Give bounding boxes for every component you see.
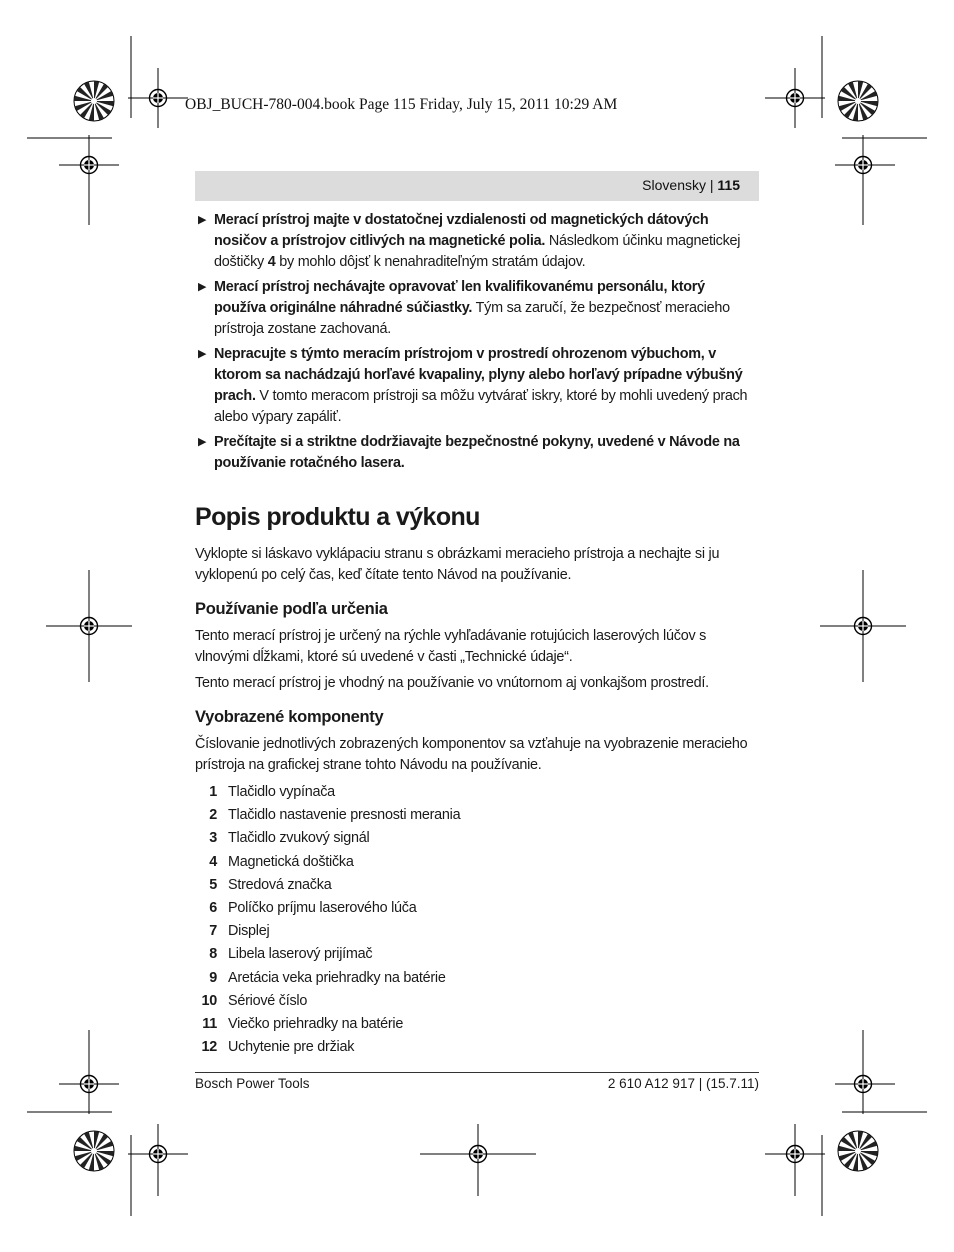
- bullet-bold: Nepracujte s týmto meracím prístrojom v prostredí ohrozenom výbuchom, v ktorom sa nachádzajú horľavé kvapaliny, plyny alebo horľavý prípadne výbušný prach.: [214, 346, 743, 404]
- item-number: 3: [209, 830, 217, 847]
- list-item: [195, 920, 759, 943]
- intro-paragraph: Vyklopte si láskavo vyklápaciu stranu s obrázkami meracieho prístroja a nechajte si ju vyklopenú po celý čas, keď čítate tento Návod na používanie.: [195, 546, 720, 583]
- list-item: [195, 967, 759, 990]
- usage-heading: Používanie podľa určenia: [195, 600, 388, 618]
- safety-bullet: [195, 277, 759, 340]
- item-label: Tlačidlo nastavenie presnosti merania: [228, 807, 461, 824]
- list-item: [195, 804, 759, 827]
- section-title: Popis produktu a výkonu: [195, 503, 480, 531]
- footer-publisher: Bosch Power Tools: [195, 1076, 310, 1091]
- item-label: Políčko príjmu laserového lúča: [228, 899, 417, 916]
- triangle-right-icon: ▶: [198, 214, 207, 226]
- header-separator: |: [709, 177, 714, 193]
- header-language: Slovensky: [642, 177, 706, 193]
- triangle-right-icon: ▶: [198, 436, 207, 448]
- item-label: Displej: [228, 923, 270, 940]
- bullet-text: Tým sa zaručí, že bezpečnosť meracieho prístroja zostane zachovaná.: [214, 300, 730, 337]
- item-label: Stredová značka: [228, 876, 332, 893]
- footer-divider: [195, 1072, 759, 1073]
- item-number: 6: [209, 899, 217, 916]
- item-label: Tlačidlo vypínača: [228, 784, 335, 800]
- list-item: [195, 943, 759, 966]
- footer-doc-number: 2 610 A12 917 | (15.7.11): [607, 1076, 759, 1091]
- usage-paragraph-2: Tento merací prístroj je vhodný na používanie vo vnútornom aj vonkajšom prostredí.: [195, 675, 709, 691]
- item-number: 11: [202, 1015, 217, 1032]
- bullet-bold: Prečítajte si a striktne dodržiavajte bezpečnostné pokyny, uvedené v Návode na používanie rotačného lasera.: [214, 434, 740, 471]
- list-item: [195, 827, 759, 850]
- bullet-bold: Merací prístroj majte v dostatočnej vzdialenosti od magnetických dátových nosičov a prístrojov citlivých na magnetické polia.: [214, 212, 709, 249]
- safety-bullet: [195, 344, 759, 428]
- item-number: 10: [201, 992, 217, 1009]
- bullet-bold: Merací prístroj nechávajte opravovať len kvalifikovanému personálu, ktorý používa originálne náhradné súčiastky.: [214, 279, 705, 316]
- item-number: 5: [209, 876, 217, 893]
- components-heading: Vyobrazené komponenty: [195, 708, 384, 726]
- item-label: Uchytenie pre držiak: [228, 1039, 355, 1056]
- item-number: 9: [209, 969, 217, 986]
- page-content: [195, 210, 759, 1059]
- item-number: 12: [201, 1039, 217, 1056]
- bullet-text: V tomto meracom prístroji sa môžu vytvárať iskry, ktoré by mohli uvedený prach alebo výpary zapáliť.: [214, 388, 748, 425]
- item-number: 1: [209, 784, 217, 800]
- page-header: [195, 171, 759, 201]
- item-label: Aretácia veka priehradky na batérie: [228, 969, 446, 986]
- bullet-ref: 4: [267, 254, 276, 270]
- list-item: [195, 1036, 759, 1059]
- item-label: Libela laserový prijímač: [228, 946, 373, 963]
- components-intro: Číslovanie jednotlivých zobrazených komponentov sa vzťahuje na vyobrazenie meracieho prístroja na grafickej strane tohto Návodu na používanie.: [195, 736, 748, 773]
- item-number: 4: [209, 853, 217, 870]
- page-number: 115: [717, 177, 740, 193]
- item-label: Magnetická doštička: [228, 853, 354, 870]
- triangle-right-icon: ▶: [198, 348, 207, 360]
- item-label: Viečko priehradky na batérie: [228, 1015, 404, 1032]
- safety-bullet: [195, 210, 759, 273]
- list-item: [195, 851, 759, 874]
- list-item: [195, 1013, 759, 1036]
- list-item: [195, 781, 759, 804]
- triangle-right-icon: ▶: [198, 281, 207, 293]
- safety-bullet: [195, 432, 759, 474]
- list-item: [195, 990, 759, 1013]
- item-number: 7: [209, 923, 217, 940]
- header-text: [642, 177, 740, 193]
- item-label: Sériové číslo: [228, 992, 308, 1009]
- list-item: [195, 874, 759, 897]
- print-slug: OBJ_BUCH-780-004.book Page 115 Friday, July 15, 2011 10:29 AM: [185, 96, 618, 113]
- item-number: 8: [209, 946, 217, 963]
- item-number: 2: [209, 807, 217, 824]
- components-list: [195, 781, 759, 1059]
- usage-paragraph-1: Tento merací prístroj je určený na rýchle vyhľadávanie rotujúcich laserových lúčov s vlnovými dĺžkami, ktoré sú uvedené v časti „Technické údaje“.: [195, 628, 707, 665]
- bullet-text: Následkom účinku magnetickej doštičky: [214, 233, 741, 270]
- bullet-text-after: by mohlo dôjsť k nenahraditeľným stratám údajov.: [275, 254, 586, 270]
- list-item: [195, 897, 759, 920]
- item-label: Tlačidlo zvukový signál: [228, 830, 370, 847]
